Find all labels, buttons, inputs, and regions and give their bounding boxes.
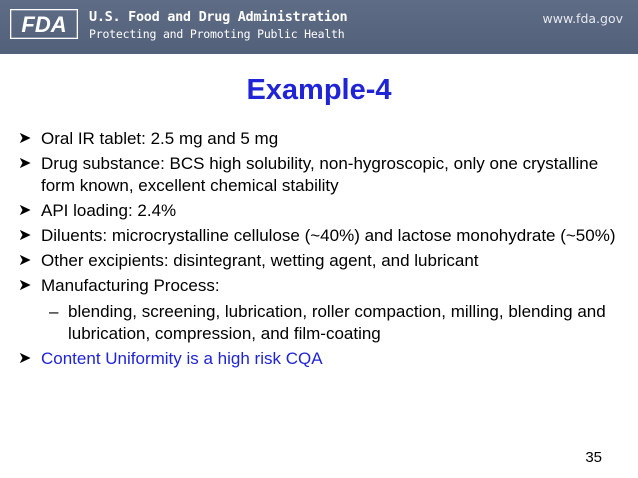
bullet-item bbox=[18, 225, 618, 247]
bullet-text: Oral IR tablet: 2.5 mg and 5 mg bbox=[41, 129, 279, 148]
agency-tagline: Protecting and Promoting Public Health bbox=[89, 27, 345, 41]
sub-bullet-item bbox=[41, 301, 618, 345]
arrow-bullet-icon: ➤ bbox=[18, 202, 32, 219]
website-url[interactable]: www.fda.gov bbox=[542, 11, 623, 26]
bullet-item bbox=[18, 153, 618, 197]
arrow-bullet-icon: ➤ bbox=[18, 277, 32, 294]
agency-name: U.S. Food and Drug Administration bbox=[89, 9, 348, 25]
arrow-bullet-icon: ➤ bbox=[18, 130, 32, 147]
bullet-text: Diluents: microcrystalline cellulose (~40%) and lactose monohydrate (~50%) bbox=[41, 226, 616, 245]
arrow-bullet-icon: ➤ bbox=[18, 350, 32, 367]
arrow-bullet-icon: ➤ bbox=[18, 252, 32, 269]
bullet-item bbox=[18, 275, 618, 345]
bullet-item bbox=[18, 128, 618, 150]
bullet-text-highlight: Content Uniformity is a high risk CQA bbox=[41, 349, 323, 368]
arrow-bullet-icon: ➤ bbox=[18, 155, 32, 172]
bullet-item bbox=[18, 200, 618, 222]
bullet-list bbox=[18, 128, 618, 373]
logo-text: FDA bbox=[21, 12, 67, 37]
sub-bullet-text: blending, screening, lubrication, roller compaction, milling, blending and lubrication, compression, and film-coating bbox=[68, 302, 606, 343]
bullet-text: API loading: 2.4% bbox=[41, 201, 177, 220]
page-number: 35 bbox=[585, 449, 602, 466]
fda-logo bbox=[10, 9, 78, 39]
slide-title: Example-4 bbox=[246, 74, 392, 106]
bullet-item bbox=[18, 250, 618, 272]
bullet-text: Manufacturing Process: bbox=[41, 276, 220, 295]
arrow-bullet-icon: ➤ bbox=[18, 227, 32, 244]
bullet-item-highlight bbox=[18, 348, 618, 370]
bullet-text: Drug substance: BCS high solubility, non-hygroscopic, only one crystalline form known, excellent chemical stability bbox=[41, 154, 599, 195]
dash-bullet-icon: – bbox=[49, 302, 59, 321]
bullet-text: Other excipients: disintegrant, wetting agent, and lubricant bbox=[41, 251, 479, 270]
sub-bullet-list bbox=[41, 301, 618, 345]
fda-header-bar bbox=[0, 0, 638, 54]
